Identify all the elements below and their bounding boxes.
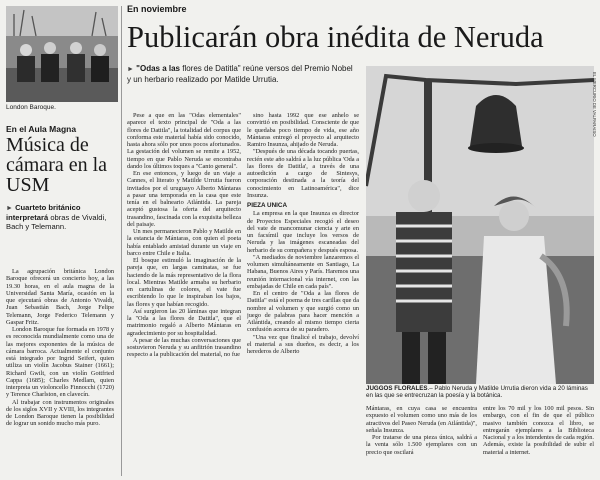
photo-caption-bold: JUGGOS FLORALES	[366, 385, 428, 392]
main-kicker: En noviembre	[127, 4, 187, 14]
main-paragraph: Así surgieron las 20 láminas que integran la "Oda a las flores de Datitla", que el matrimonio regaló a Alberto Mántaras en agradecimiento por su hospitalidad.	[127, 307, 241, 337]
main-deck-bold: "Odas a las	[136, 64, 180, 73]
left-paragraph: La agrupación británica London Baroque ofrecerá un concierto hoy, a las 19.30 horas, en el aula magna de la Universidad Santa María, ocasión en la que ejecutará obras de Antonio Vivaldi, Juan Sebastián Bach, Jorge Felipe Telemann, Jorge Federico Telemann y Gaspar Fritz.	[6, 268, 114, 326]
main-column-2	[247, 112, 359, 475]
main-paragraph: sino hasta 1992 que ese anhelo se convirtió en posibilidad. Consciente de que le quedaba poco tiempo de vida, ese año Mántaras entregó el proyecto al arquitecto Ramiro Insunza, ahijado de Neruda.	[247, 112, 359, 148]
left-deck-bold: Cuarteto británico interpretará	[6, 203, 81, 222]
left-photo-caption: London Baroque.	[6, 104, 56, 111]
left-paragraph: London Baroque fue formada en 1978 y es reconocida mundialmente como una de las mejores exponentes de la música de cámara barroca. Actualmente el conjunto está integrado por Ingrid Seifert, quien utiliza un violín Jacobus Stainer (1661); Richard Gwilt, con un violín Gottfried Cappa (1685); Charles Medlam, quien interpreta un violoncello Finnocchi (1720) y Terence Charlston, en clavecín.	[6, 326, 114, 399]
main-deck	[127, 64, 355, 85]
main-paragraph: En el centro de "Oda a las flores de Datitla" está el poema de tres carillas que da nombre al volumen y que surgió como un juego de palabras para hacer mención a Atlántida, creando al mismo tiempo cierta confusión acerca de su paradero.	[247, 290, 359, 334]
main-paragraph: En ese entonces, y luego de un viaje a Cannes, el literato y Matilde Urrutia fueron invitados por el uruguayo Alberto Mántaras a pasar una temporada en la casa que este tenía en el balneario Atlántida. La pareja aceptó gustosa la oferta del arquitecto trasandino, fascinada con la exquisita belleza del paisaje.	[127, 170, 241, 228]
main-paragraph: Pese a que en las "Odas elementales" aparece el texto principal de "Oda a las flores de Datitla", la totalidad del corpus que conforma este material había sido conocido, hasta ahora sólo por unos pocos afortunados. La gestación del volumen se remite a 1952, tiempo en que Pablo Neruda se encontraba dando los últimos toques a "Canto general".	[127, 112, 241, 170]
left-deck-rest: obras de Vivaldi, Bach y Telemann.	[6, 213, 107, 231]
left-deck	[6, 203, 116, 231]
main-subhead: PIEZA UNICA	[247, 202, 287, 209]
photo-credit: EL MERCURIO DE VALPARAISO	[592, 72, 597, 137]
main-column-3	[366, 405, 477, 477]
left-paragraph: Al trabajar con instrumentos originales de los siglos XVII y XVIII, los integrantes de London Baroque tienen la posibilidad de lograr un sonido mucho más puro.	[6, 398, 114, 428]
left-headline: Música de cámara en la USM	[6, 134, 108, 196]
left-kicker: En el Aula Magna	[6, 124, 77, 134]
main-column-1	[127, 112, 241, 475]
deck-arrow-icon: ►	[6, 205, 13, 212]
photo-caption-rest: .– Pablo Neruda y Matilde Urrutia dieron vida a 20 láminas en las que se entrecruzan la poesía y la botánica.	[366, 385, 588, 400]
main-headline: Publicarán obra inédita de Neruda	[127, 20, 544, 54]
neruda-urrutia-photo	[366, 66, 594, 384]
main-paragraph: La empresa en la que Insunza es director de Proyectos Especiales recogió el deseo del vate de mancomunar ciencia y arte en un facsímil que incluye los versos de Neruda y las imágenes escaneadas del herbario de su compañera y después esposa.	[247, 210, 359, 254]
main-paragraph: "A mediados de noviembre lanzaremos el volumen simultáneamente en Santiago, La Habana, Buenos Aires y París. Haremos una reunión internacional vía internet, con las embajadas de Chile en cada país".	[247, 253, 359, 290]
main-paragraph: Por tratarse de una pieza única, saldrá a la venta sólo 1.500 ejemplares con un precio que oscilará	[366, 434, 477, 456]
main-paragraph: El bosque estimuló la imaginación de la pareja que, en largas caminatas, se fue haciendo de la más representativo de la flora local. Mientras Matilde armaba su herbario en cartulinas de colores, el vate fue escribiendo lo que le inspiraban los bajos, las flores y que habían recogido.	[127, 257, 241, 308]
main-paragraph: Mántaras, en cuya casa se encuentra expuesto el volumen como uno más de los atractivos del Paseo Neruda (en Atlántida)", señala Insunza.	[366, 405, 477, 434]
london-baroque-photo	[6, 6, 118, 102]
main-column-4	[483, 405, 594, 477]
column-divider	[121, 6, 122, 476]
main-paragraph: "Después de una década tocando puertas, recién este año saldrá a la luz pública 'Oda a las flores de Datitla', a través de una autoedición a cargo de Sintesys, corporación destinada a la teoría del conocimiento en Latinoamérica", dice Insunza.	[247, 148, 359, 199]
left-body	[6, 268, 114, 428]
photo-caption	[366, 385, 594, 400]
main-paragraph: entre los 70 mil y los 100 mil pesos. Sin embargo, con el fin de que el público masivo también conozca el libro, se entregarán ejemplares a la Biblioteca Nacional y a los intendentes de cada región. Además, existe la posibilidad de subir el material a internet.	[483, 405, 594, 456]
main-deck-rest: flores de Datitla" reúne versos del Premio Nobel y un herbario realizado por Matilde Urrutia.	[127, 64, 353, 84]
main-paragraph: A pesar de las muchas conversaciones que sostuvieron Neruda y su anfitrión trasandino respecto a la publicación del material, no fue	[127, 336, 241, 359]
deck-arrow-icon: ►	[127, 66, 134, 73]
main-paragraph: "Una vez que finalicé el trabajo, devolví el material a sus dueños, es decir, a los herederos de Alberto	[247, 333, 359, 355]
main-paragraph: Un mes permanecieron Pablo y Matilde en la estancia de Mántaras, con quien el poeta había entablado amistad durante un viaje en barco entre Chile e Italia.	[127, 228, 241, 257]
